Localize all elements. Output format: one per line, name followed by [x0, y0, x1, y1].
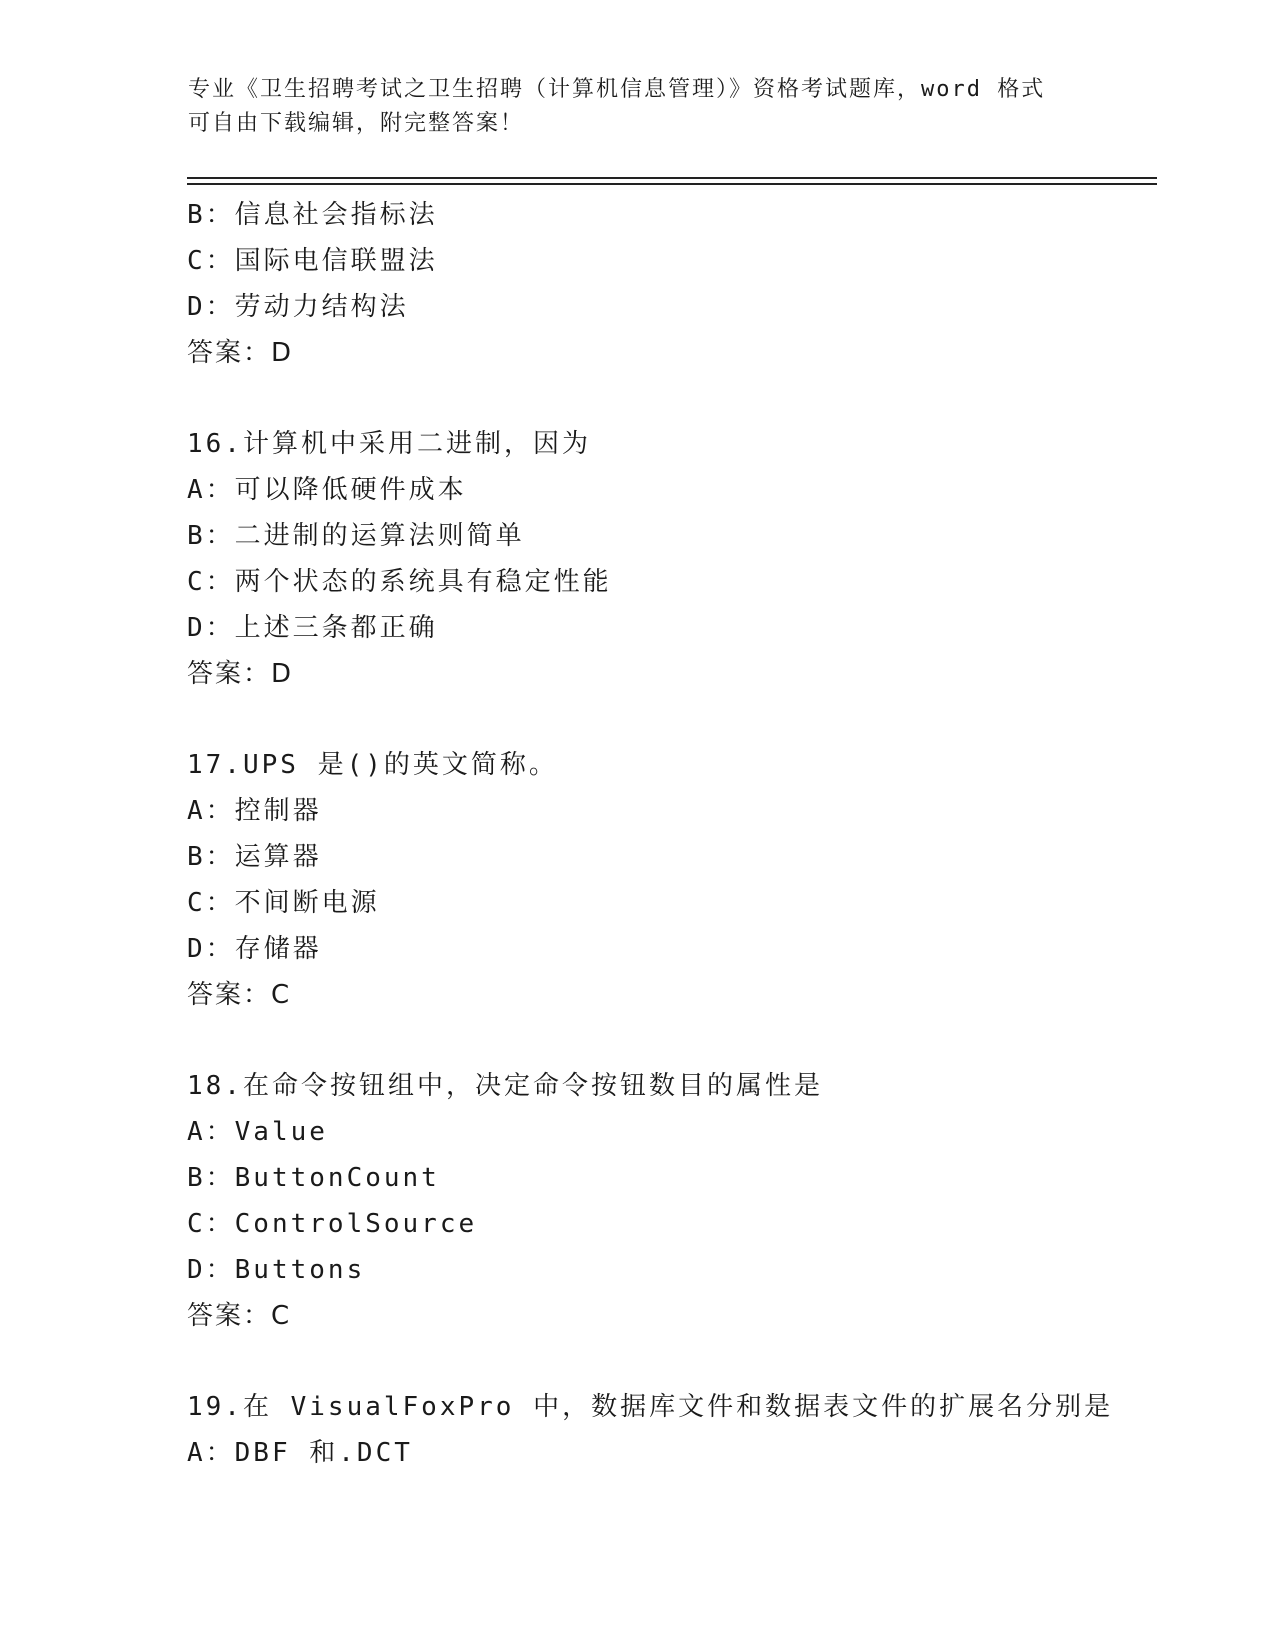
option-d: D：上述三条都正确: [187, 613, 438, 643]
option-d: D：劳动力结构法: [187, 292, 409, 322]
option-b: B：信息社会指标法: [187, 200, 438, 230]
question-text: 16.计算机中采用二进制，因为: [187, 429, 591, 459]
option-c: C：两个状态的系统具有稳定性能: [187, 567, 612, 597]
option-d: D：存储器: [187, 934, 322, 964]
question-block: [187, 421, 1167, 697]
answer-line: 答案：D: [187, 659, 294, 689]
question-block: [187, 1384, 1167, 1476]
option-b: B：运算器: [187, 842, 322, 872]
option-d: D：Buttons: [187, 1255, 366, 1285]
header-rule-bottom: [187, 183, 1157, 185]
question-block: [187, 742, 1167, 1018]
header-line-1: 专业《卫生招聘考试之卫生招聘（计算机信息管理）》资格考试题库，word 格式: [188, 77, 1046, 102]
question-text: 19.在 VisualFoxPro 中，数据库文件和数据表文件的扩展名分别是: [187, 1392, 1114, 1422]
header-rule-top: [187, 177, 1157, 179]
option-c: C：国际电信联盟法: [187, 246, 438, 276]
question-list: [187, 192, 1167, 1476]
option-b: B：ButtonCount: [187, 1163, 440, 1193]
question-text: 18.在命令按钮组中，决定命令按钮数目的属性是: [187, 1071, 823, 1101]
question-text: 17.UPS 是()的英文简称。: [187, 750, 558, 780]
question-block: [187, 1063, 1167, 1339]
option-a: A：DBF 和.DCT: [187, 1438, 413, 1468]
question-block: [187, 192, 1167, 376]
answer-line: 答案：C: [187, 1301, 292, 1331]
option-b: B：二进制的运算法则简单: [187, 521, 525, 551]
header-line-2: 可自由下载编辑，附完整答案！: [188, 111, 525, 136]
option-c: C：ControlSource: [187, 1209, 478, 1239]
option-a: A：可以降低硬件成本: [187, 475, 467, 505]
option-c: C：不间断电源: [187, 888, 380, 918]
answer-line: 答案：C: [187, 980, 292, 1010]
option-a: A：Value: [187, 1117, 328, 1147]
option-a: A：控制器: [187, 796, 322, 826]
answer-line: 答案：D: [187, 338, 294, 368]
document-header: [188, 73, 1088, 141]
